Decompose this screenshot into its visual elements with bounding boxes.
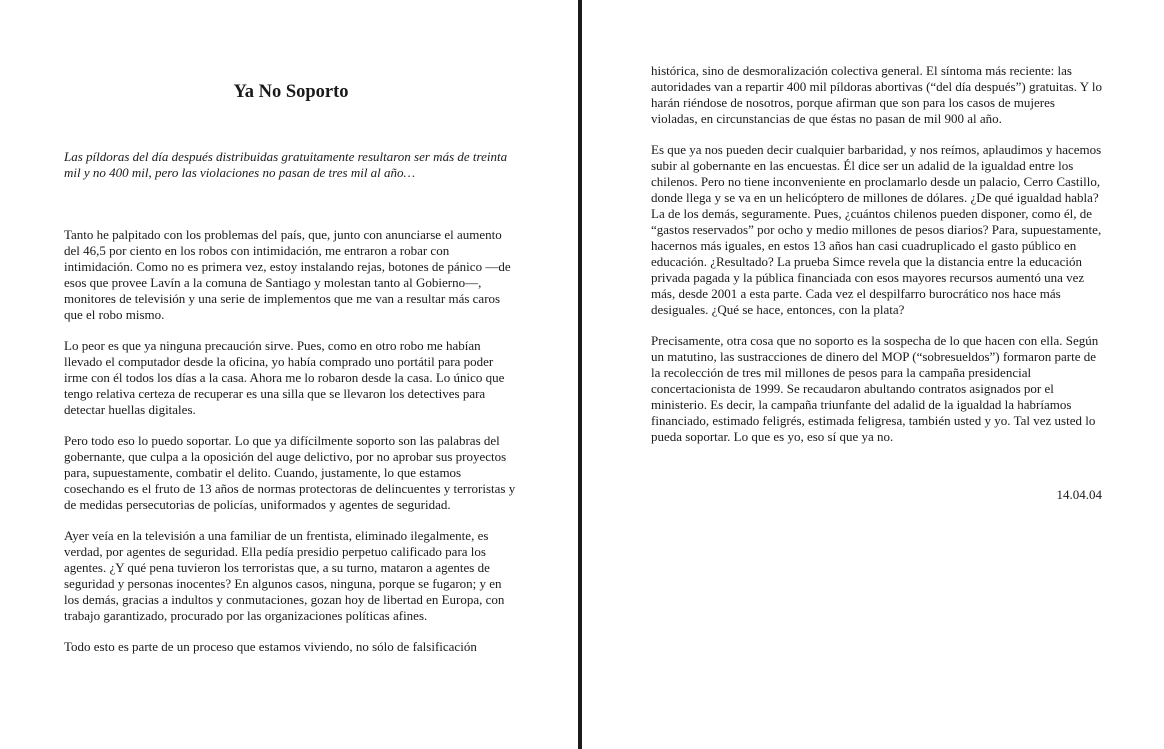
right-page-body bbox=[651, 63, 1102, 445]
paragraph: Tanto he palpitado con los problemas del país, que, junto con anunciarse el aumento del 46,5 por ciento en los robos con intimidación, me entraron a robar con intimidación. Como no es primera vez, estoy instalando rejas, botones de pánico —de esos que provee Lavín a la comuna de Santiago y molestan tanto al Gobierno—, monitores de televisión y una serie de implementos que me van a resultar más caros que el robo mismo. bbox=[64, 227, 511, 322]
article-title: Ya No Soporto bbox=[233, 82, 349, 102]
paragraph: Lo peor es que ya ninguna precaución sirve. Pues, como en otro robo me habían llevado el computador desde la oficina, yo había comprado uno portátil para poder irme con él todos los días a la casa. Ahora me lo robaron desde la casa. Lo único que tengo relativa certeza de recuperar es una silla que se llevaron los detectives para detectar huellas digitales. bbox=[64, 338, 505, 417]
paragraph: Precisamente, otra cosa que no soporto es la sospecha de lo que hacen con ella. Según un matutino, las sustracciones de dinero del MOP (“sobresueldos”) formaron parte de la recolección de tres mil millones de pesos para la campaña presidencial concertacionista de 1999. Se recaudaron abultando contratos asignados por el ministerio. Es decir, la campaña triunfante del adalid de la igualdad la habríamos financiado, estimado feligrés, estimada feligresa, también usted y yo. Tal vez usted lo pueda soportar. Lo que es yo, eso sí que ya no. bbox=[651, 333, 1099, 444]
right-page bbox=[582, 0, 1164, 749]
article-subtitle: Las píldoras del día después distribuidas gratuitamente resultaron ser más de treinta mil y no 400 mil, pero las violaciones no pasan de tres mil al año… bbox=[64, 149, 508, 180]
paragraph: histórica, sino de desmoralización colectiva general. El síntoma más reciente: las autoridades van a repartir 400 mil píldoras abortivas (“del día después”) gratuitas. Y lo harán riéndose de nosotros, porque afirman que son para los casos de mujeres violadas, en circunstancias de que éstas no pasan de mil 900 al año. bbox=[651, 63, 1103, 126]
paragraph: Es que ya nos pueden decir cualquier barbaridad, y nos reímos, aplaudimos y hacemos subir al gobernante en las encuestas. Él dice ser un adalid de la igualdad entre los chilenos. Pero no tiene inconveniente en proclamarlo desde un palacio, Cerro Castillo, donde llega y se va en un helicóptero de millones de dólares. ¿De qué igualdad habla? La de los demás, seguramente. Pues, ¿cuántos chilenos pueden disponer, como él, de “gastos reservados” por ocho y medio millones de pesos diarios? Para, supuestamente, hacernos más iguales, en estos 13 años han casi cuadruplicado el gasto público en educación. ¿Resultado? La prueba Simce revela que la distancia entre la educación privada pagada y la pública financiada con esos mayores recursos aumentó una vez más, desde 2001 a esta parte. Cada vez el despilfarro burocrático nos hace más desiguales. ¿Qué se hace, entonces, con la plata? bbox=[651, 142, 1102, 317]
left-page-body bbox=[64, 227, 518, 655]
paragraph: Todo esto es parte de un proceso que estamos viviendo, no sólo de falsificación bbox=[64, 639, 477, 654]
left-page bbox=[0, 0, 578, 749]
article-date: 14.04.04 bbox=[1056, 487, 1102, 502]
paragraph: Ayer veía en la televisión a una familiar de un frentista, eliminado ilegalmente, es verdad, por agentes de seguridad. Ella pedía presidio perpetuo calificado para los agentes. ¿Y qué pena tuvieron los terroristas que, a su turno, mataron a agentes de seguridad y personas inocentes? En algunos casos, ninguna, porque se fugaron; y en los demás, gracias a indultos y conmutaciones, gozan hoy de libertad en Europa, con trabajo garantizado, procurado por las organizaciones políticas afines. bbox=[64, 528, 505, 623]
paragraph: Pero todo eso lo puedo soportar. Lo que ya difícilmente soporto son las palabras del gobernante, que culpa a la oposición del auge delictivo, por no aprobar sus proyectos para, supuestamente, combatir el delito. Cuando, justamente, lo que estamos cosechando es el fruto de 13 años de normas protectoras de delincuentes y terroristas y de medidas persecutorias de policías, uniformados y agentes de seguridad. bbox=[64, 433, 516, 512]
